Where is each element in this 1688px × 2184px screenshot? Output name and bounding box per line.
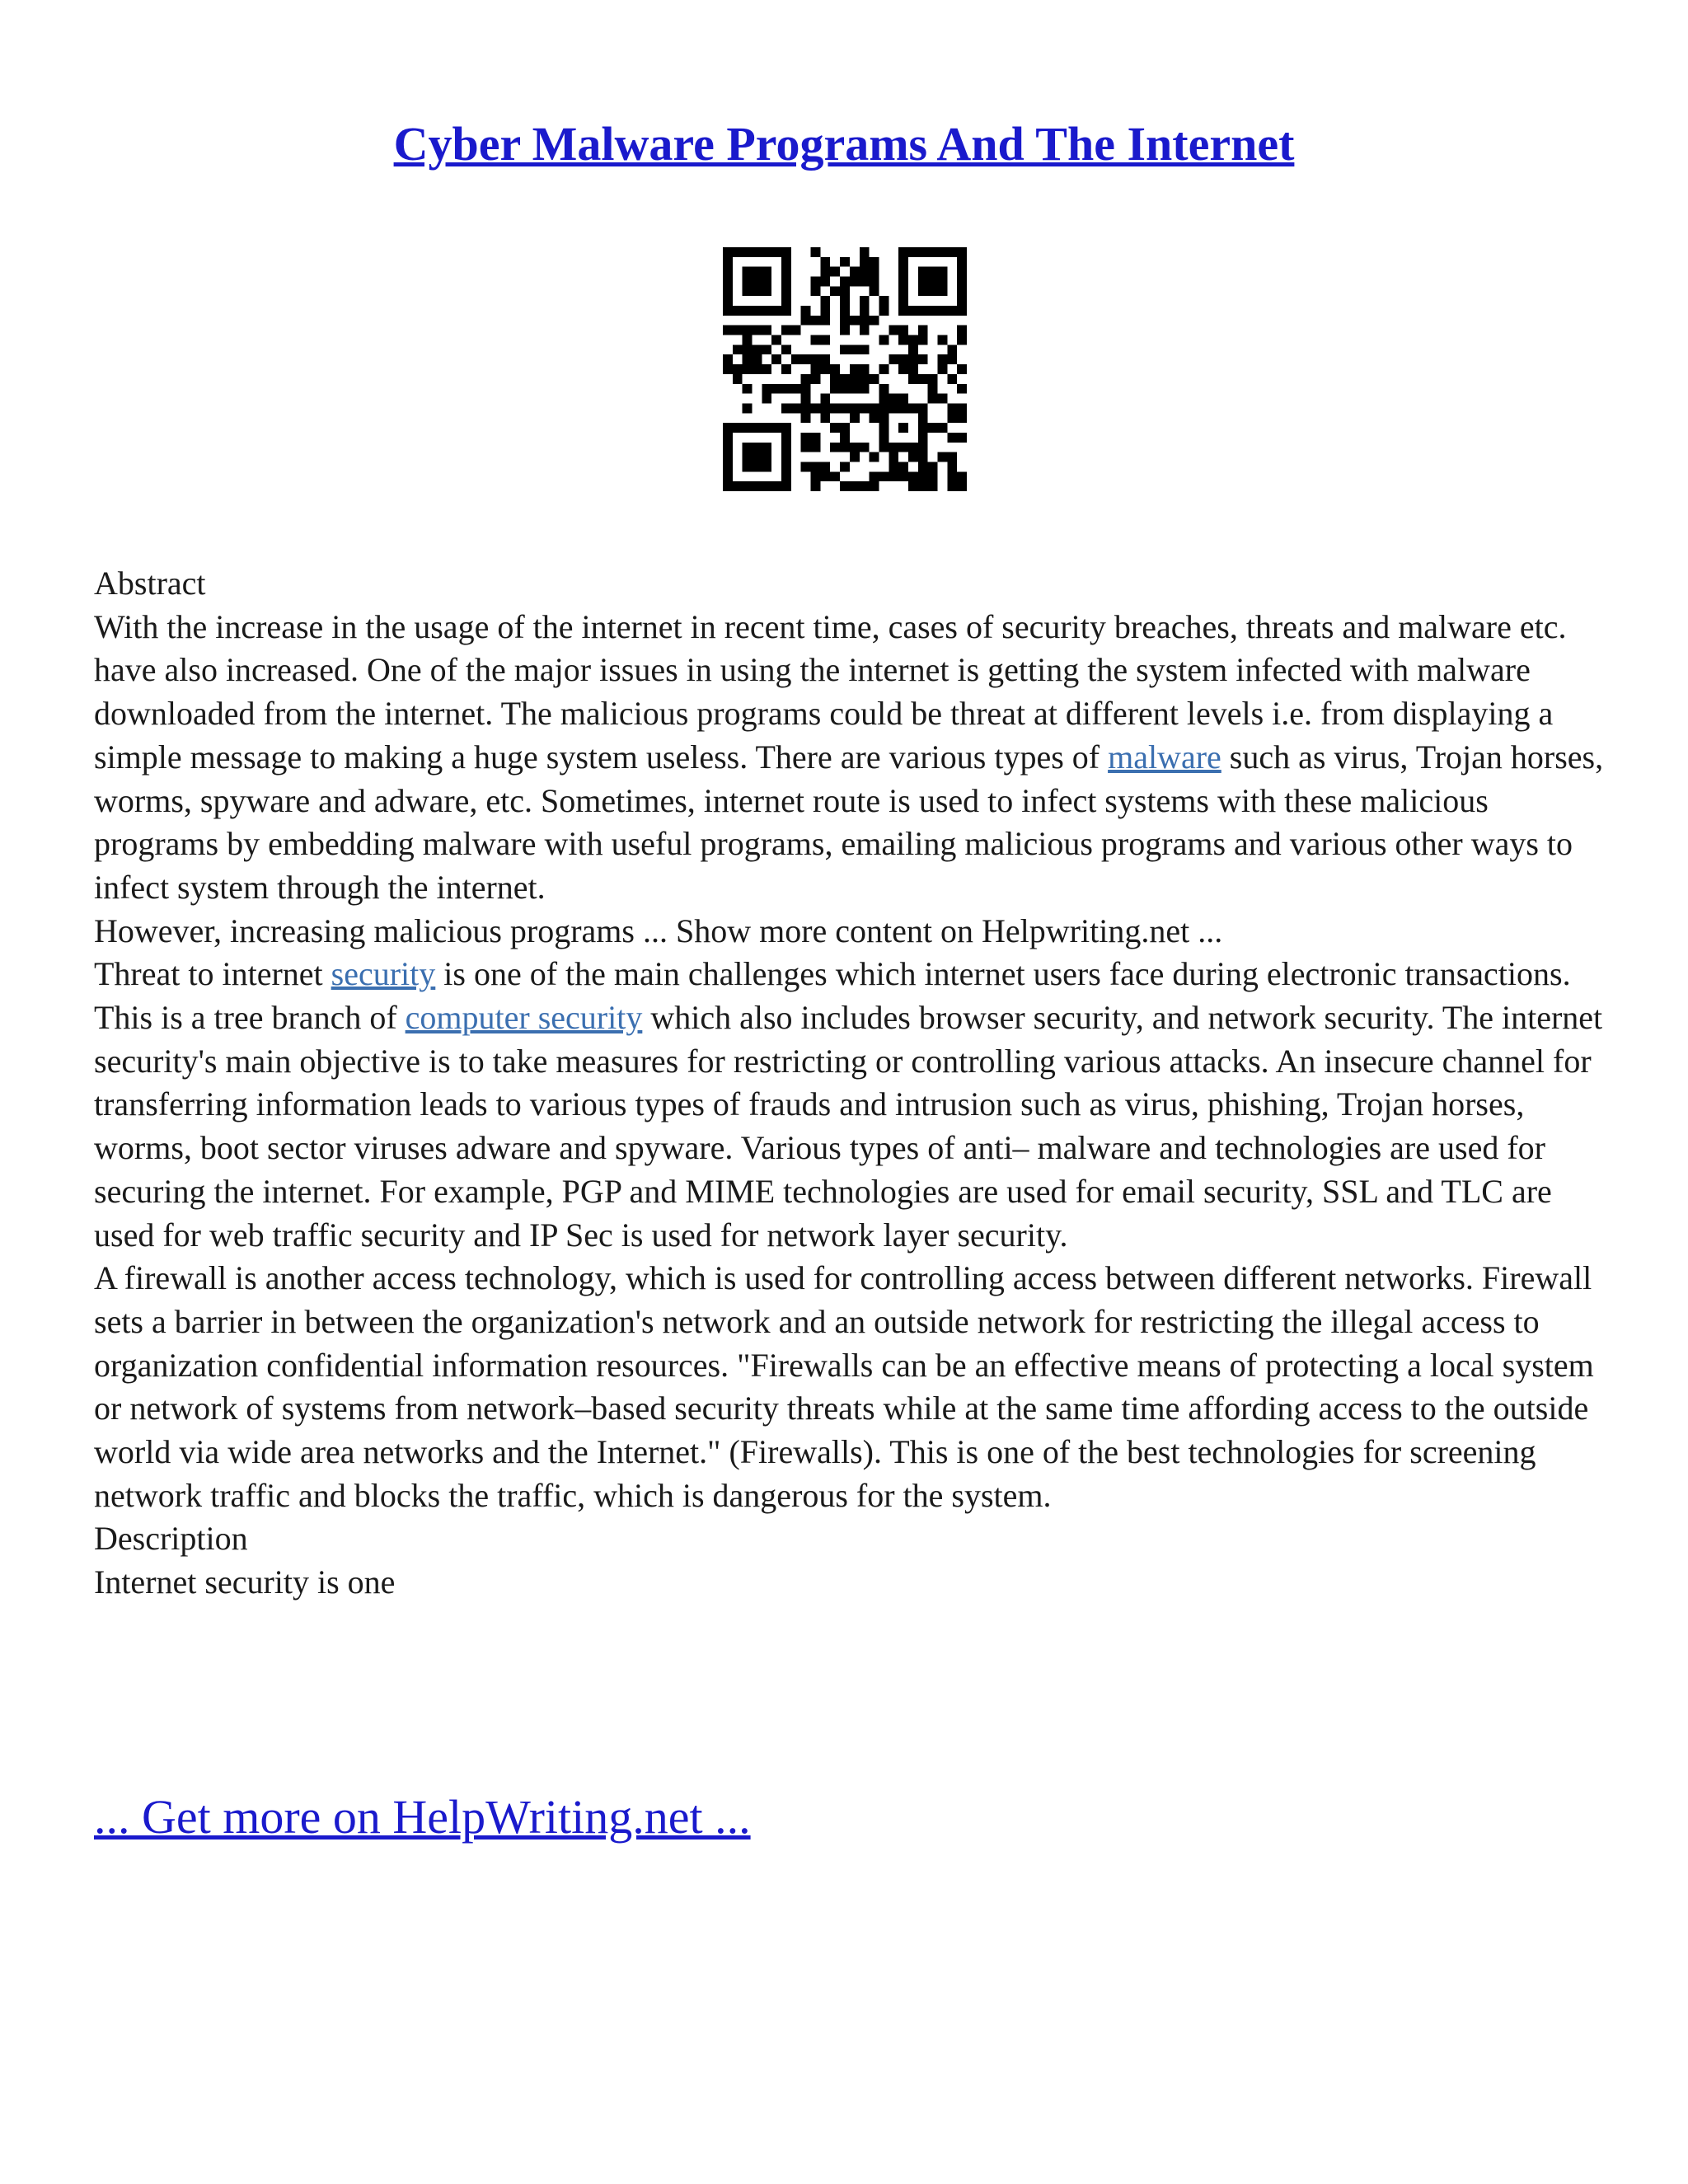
qr-code-icon — [723, 247, 967, 491]
paragraph-text: Threat to internet — [94, 955, 331, 993]
page-title — [0, 115, 1688, 173]
title-link[interactable]: Cyber Malware Programs And The Internet — [393, 117, 1295, 171]
paragraph-threat — [94, 953, 1611, 1257]
security-link[interactable]: security — [331, 955, 436, 993]
paragraph-show-more: However, increasing malicious programs ... Show more content on Helpwriting.net ... — [94, 912, 1223, 949]
computer-security-link[interactable]: computer security — [405, 999, 643, 1037]
get-more-link[interactable]: ... Get more on HelpWriting.net ... — [94, 1790, 751, 1844]
paragraph-text: is one of the main challenges which internet users face during electronic transactions. This is a tree branch of — [94, 955, 1571, 1037]
paragraph-abstract — [94, 606, 1611, 910]
malware-link[interactable]: malware — [1108, 738, 1221, 776]
paragraph-text: such as virus, Trojan horses, worms, spyware and adware, etc. Sometimes, internet route is used to infect systems with these malicious programs by embedding malware with useful programs, emailing malicious programs and various other ways to infect system through the internet. — [94, 738, 1604, 906]
description-heading: Description — [94, 1520, 248, 1558]
paragraph-text: With the increase in the usage of the internet in recent time, cases of security breaches, threats and malware etc. have also increased. One of the major issues in using the internet is getting the system infected with malware downloaded from the internet. The malicious programs could be threat at different levels i.e. from displaying a simple message to making a huge system useless. There are various types of — [94, 607, 1567, 776]
article-body — [94, 562, 1611, 1605]
paragraph-firewall: A firewall is another access technology, which is used for controlling access between different networks. Firewall sets a barrier in between the organization's network and an outside network for restricting the illegal access to organization confidential information resources. "Firewalls can be an effective means of protecting a local system or network of systems from network–based security threats while at the same time affording access to the outside world via wide area networks and the Internet." (Firewalls). This is one of the best technologies for screening network traffic and blocks the traffic, which is dangerous for the system. — [94, 1259, 1594, 1514]
paragraph-text: which also includes browser security, and network security. The internet security's main objective is to take measures for restricting or controlling various attacks. An insecure channel for transferring information leads to various types of frauds and intrusion such as virus, phishing, Trojan horses, worms, boot sector viruses adware and spyware. Various types of anti– malware and technologies are used for securing the internet. For example, PGP and MIME technologies are used for email security, SSL and TLC are used for web traffic security and IP Sec is used for network layer security. — [94, 999, 1603, 1254]
abstract-heading: Abstract — [94, 565, 206, 602]
get-more-section — [94, 1788, 751, 1846]
paragraph-description: Internet security is one — [94, 1563, 396, 1601]
